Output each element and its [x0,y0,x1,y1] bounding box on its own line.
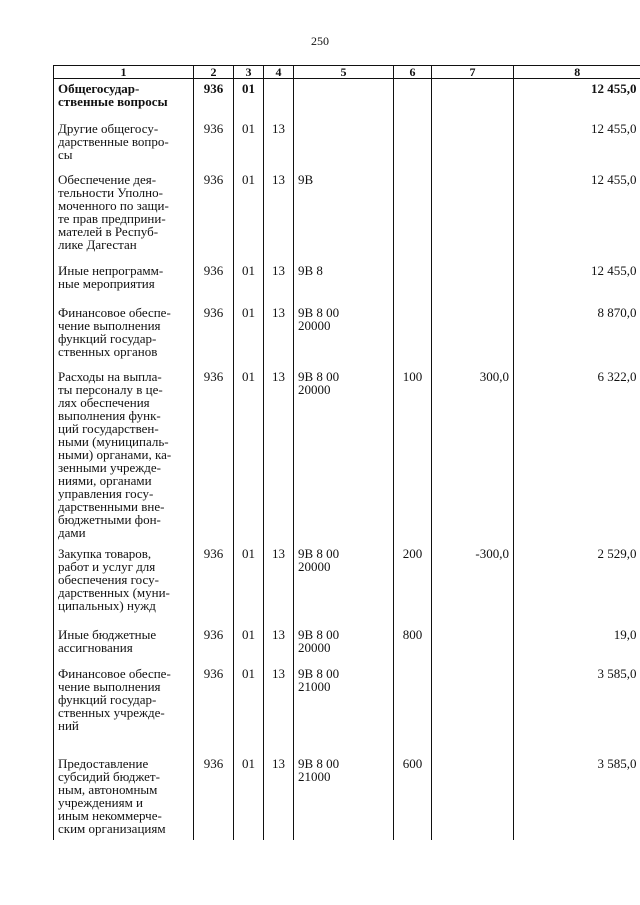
cell-name: Закупка товаров, работ и услуг для обеспечения госу- дарственных (муни- ципальных) нужд [54,544,194,625]
cell-change-amount [432,664,514,754]
cell-total-amount: 2 529,0 [514,544,640,625]
cell-change-amount [432,119,514,170]
page-number: 250 [311,34,329,48]
cell-total-amount: 8 870,0 [514,303,640,367]
cell-name: Иные бюджетные ассигнования [54,625,194,664]
cell-name: Расходы на выпла- ты персоналу в це- лях обеспечения выполнения функ- ций государствен- ными (муниципаль- ными) органами, ка- зенными учрежде- ниями, органами управления госу- дарственными вне- бюджетными фон- дами [54,367,194,544]
cell-section: 01 [234,754,264,840]
cell-subsection: 13 [264,367,294,544]
cell-subsection: 13 [264,544,294,625]
budget-table [53,65,640,840]
cell-total-amount: 12 455,0 [514,119,640,170]
cell-expense-type: 200 [394,544,432,625]
cell-expense-type [394,79,432,119]
table-row [54,367,640,544]
cell-subsection [264,79,294,119]
cell-target-article: 9В 8 00 21000 [294,754,394,840]
cell-target-article: 9В 8 [294,261,394,303]
cell-expense-type [394,119,432,170]
cell-section: 01 [234,367,264,544]
cell-ministry-code: 936 [194,367,234,544]
cell-expense-type: 100 [394,367,432,544]
cell-change-amount [432,170,514,261]
table-row [54,261,640,303]
table-row [54,170,640,261]
cell-section: 01 [234,303,264,367]
table-row [54,544,640,625]
cell-expense-type [394,170,432,261]
cell-expense-type [394,303,432,367]
cell-target-article: 9В 8 00 20000 [294,367,394,544]
cell-ministry-code: 936 [194,79,234,119]
cell-total-amount: 12 455,0 [514,79,640,119]
cell-expense-type [394,664,432,754]
cell-total-amount: 3 585,0 [514,664,640,754]
cell-section: 01 [234,170,264,261]
cell-expense-type: 800 [394,625,432,664]
cell-ministry-code: 936 [194,754,234,840]
cell-section: 01 [234,261,264,303]
cell-change-amount: -300,0 [432,544,514,625]
cell-change-amount [432,303,514,367]
table-row [54,664,640,754]
cell-target-article: 9В 8 00 20000 [294,625,394,664]
cell-ministry-code: 936 [194,170,234,261]
column-header: 8 [514,66,640,79]
cell-subsection: 13 [264,261,294,303]
cell-target-article: 9В 8 00 20000 [294,303,394,367]
cell-total-amount: 12 455,0 [514,170,640,261]
cell-section: 01 [234,664,264,754]
cell-ministry-code: 936 [194,544,234,625]
cell-target-article: 9В 8 00 21000 [294,664,394,754]
cell-total-amount: 12 455,0 [514,261,640,303]
table-row [54,119,640,170]
column-header: 7 [432,66,514,79]
cell-name: Предоставление субсидий бюджет- ным, автономным учреждениям и иным некоммерче- ским организациям [54,754,194,840]
cell-section: 01 [234,544,264,625]
table-row [54,79,640,119]
cell-target-article: 9В 8 00 20000 [294,544,394,625]
cell-expense-type [394,261,432,303]
cell-change-amount [432,79,514,119]
cell-name: Финансовое обеспе- чение выполнения функций государ- ственных учрежде- ний [54,664,194,754]
cell-total-amount: 3 585,0 [514,754,640,840]
cell-expense-type: 600 [394,754,432,840]
column-header: 1 [54,66,194,79]
cell-total-amount: 6 322,0 [514,367,640,544]
cell-subsection: 13 [264,303,294,367]
cell-change-amount [432,754,514,840]
cell-subsection: 13 [264,754,294,840]
cell-name: Другие общегосу- дарственные вопро- сы [54,119,194,170]
cell-section: 01 [234,625,264,664]
cell-target-article: 9В [294,170,394,261]
cell-ministry-code: 936 [194,664,234,754]
cell-section: 01 [234,119,264,170]
column-header: 2 [194,66,234,79]
cell-subsection: 13 [264,625,294,664]
cell-ministry-code: 936 [194,625,234,664]
header-row [54,66,640,79]
cell-change-amount [432,261,514,303]
table-body [54,79,640,840]
cell-target-article [294,79,394,119]
cell-ministry-code: 936 [194,119,234,170]
column-header: 6 [394,66,432,79]
cell-name: Иные непрограмм- ные мероприятия [54,261,194,303]
cell-subsection: 13 [264,119,294,170]
cell-name: Финансовое обеспе- чение выполнения функций государ- ственных органов [54,303,194,367]
cell-subsection: 13 [264,170,294,261]
table-row [54,625,640,664]
cell-change-amount: 300,0 [432,367,514,544]
cell-subsection: 13 [264,664,294,754]
cell-target-article [294,119,394,170]
column-header: 4 [264,66,294,79]
cell-name: Общегосудар- ственные вопросы [54,79,194,119]
column-header: 3 [234,66,264,79]
cell-name: Обеспечение дея- тельности Уполно- моченного по защи- те прав предприни- мателей в Респуб- лике Дагестан [54,170,194,261]
table-row [54,303,640,367]
table-row [54,754,640,840]
cell-ministry-code: 936 [194,261,234,303]
column-header: 5 [294,66,394,79]
cell-total-amount: 19,0 [514,625,640,664]
cell-ministry-code: 936 [194,303,234,367]
cell-change-amount [432,625,514,664]
cell-section: 01 [234,79,264,119]
